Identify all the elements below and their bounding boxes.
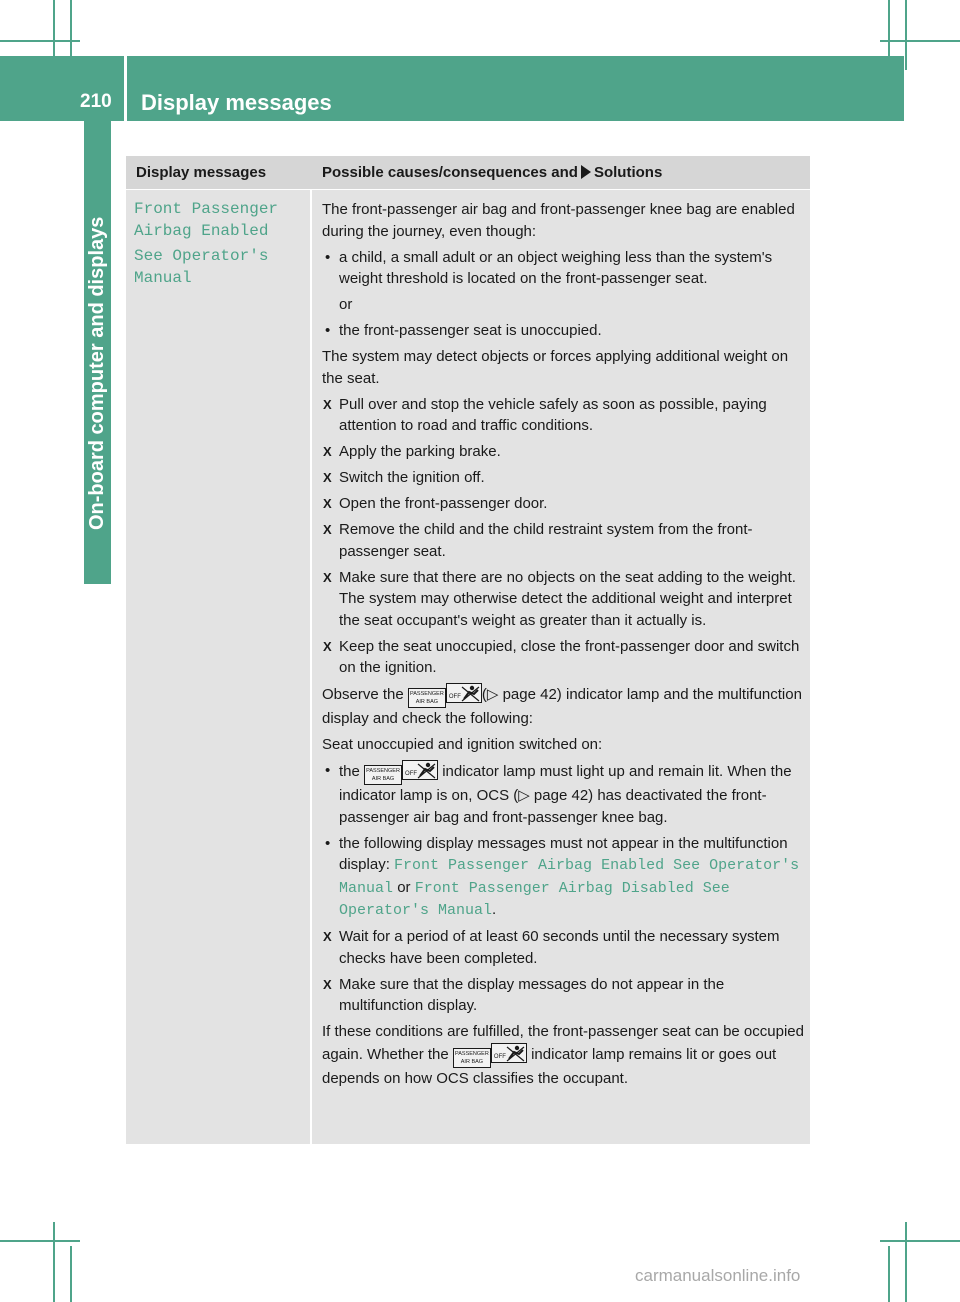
watermark: carmanualsonline.info bbox=[635, 1266, 801, 1285]
airbag-off-icon: OFF bbox=[491, 1043, 527, 1063]
arrow-right-icon bbox=[581, 165, 591, 179]
page-number: 210 bbox=[80, 91, 112, 112]
or-text: or bbox=[339, 296, 353, 313]
table-header bbox=[126, 156, 810, 189]
bullet-icon: • bbox=[325, 834, 331, 852]
passenger-airbag-icon: PASSENGER AIR BAG bbox=[364, 765, 402, 785]
step-item: X Open the front-passenger door. bbox=[322, 493, 806, 515]
crop-mark bbox=[70, 1246, 72, 1302]
crop-mark bbox=[0, 1240, 80, 1242]
bullet-item: • the front-passenger seat is unoccupied. bbox=[322, 320, 806, 342]
crop-mark bbox=[53, 1222, 55, 1302]
column-header-solutions: Possible causes/consequences and Solutions bbox=[322, 164, 663, 181]
paragraph: If these conditions are fulfilled, the front-passenger seat can be occupied again. Whether the PASSENGER AIR BAG OFF indicator lamp remains lit or goes out depends on how OCS classifies the occupant. bbox=[322, 1023, 804, 1087]
crop-mark bbox=[905, 0, 907, 70]
display-message-line: Airbag Enabled bbox=[134, 222, 269, 240]
step-x-icon: X bbox=[323, 496, 332, 511]
bullet-icon: • bbox=[325, 248, 331, 266]
step-x-icon: X bbox=[323, 470, 332, 485]
airbag-off-icon: OFF bbox=[446, 683, 482, 703]
bullet-item: • the following display messages must not appear in the multifunction display: Front Passenger Airbag Enabled See Operator's Manual or Front Passenger Airbag Disabled See Operator's Manual. bbox=[325, 834, 800, 919]
step-item: X Pull over and stop the vehicle safely as soon as possible, paying attention to road and traffic conditions. bbox=[323, 395, 767, 434]
display-message-inline: Front Passenger Airbag Disabled See Operator's Manual bbox=[339, 879, 730, 919]
chapter-title: On-board computer and displays bbox=[86, 216, 108, 530]
step-x-icon: X bbox=[323, 638, 332, 654]
step-item: X Make sure that the display messages do not appear in the multifunction display. bbox=[323, 975, 725, 1014]
step-x-icon: X bbox=[323, 444, 332, 459]
airbag-off-icon: OFF bbox=[402, 760, 438, 780]
page-title: Display messages bbox=[141, 90, 332, 115]
paragraph: Observe the PASSENGER AIR BAG OFF (▷ page 42) indicator lamp and the multifunction display and check the following: bbox=[322, 683, 806, 730]
solution-text bbox=[322, 199, 806, 1094]
step-x-icon: X bbox=[323, 929, 332, 944]
step-x-icon: X bbox=[323, 522, 332, 537]
display-message-line: See Operator's bbox=[134, 247, 269, 265]
display-messages-table bbox=[126, 156, 810, 1144]
page-header bbox=[0, 56, 904, 121]
step-item: X Switch the ignition off. bbox=[322, 467, 806, 489]
step-item: X Apply the parking brake. bbox=[322, 441, 806, 463]
header-divider bbox=[124, 56, 127, 121]
passenger-airbag-icon: PASSENGER AIR BAG bbox=[453, 1048, 491, 1068]
paragraph: Seat unoccupied and ignition switched on: bbox=[322, 736, 603, 753]
bullet-icon: • bbox=[325, 762, 331, 779]
paragraph: The system may detect objects or forces applying additional weight on the seat. bbox=[322, 348, 789, 387]
bullet-item: • the PASSENGER AIR BAG OFF indicator lamp must light up and remain lit. When the indicator lamp is on, OCS (▷ page 42) has deactivated the front-passenger air bag and front-passenger knee bag. bbox=[325, 762, 792, 826]
column-messages bbox=[126, 190, 310, 1144]
crop-mark bbox=[905, 1222, 907, 1302]
crop-mark bbox=[880, 40, 960, 42]
display-message-line: Front Passenger bbox=[134, 200, 279, 218]
step-x-icon: X bbox=[323, 976, 332, 992]
step-item: X Remove the child and the child restraint system from the front-passenger seat. bbox=[323, 521, 753, 560]
display-message-inline: Front Passenger Airbag Enabled See Operator's Manual bbox=[339, 857, 800, 897]
step-item: X Make sure that there are no objects on the seat adding to the weight. The system may otherwise detect the additional weight and interpret the seat occupant's weight as greater than it actually is. bbox=[323, 568, 796, 629]
step-x-icon: X bbox=[323, 396, 332, 412]
step-item: X Wait for a period of at least 60 seconds until the necessary system checks have been completed. bbox=[323, 928, 780, 967]
crop-mark bbox=[888, 1246, 890, 1302]
crop-mark bbox=[880, 1240, 960, 1242]
passenger-airbag-icon: PASSENGER AIR BAG bbox=[408, 688, 446, 708]
bullet-item: • a child, a small adult or an object weighing less than the system's weight threshold is located on the front-passenger seat. bbox=[325, 248, 773, 287]
paragraph: The front-passenger air bag and front-passenger knee bag are enabled during the journey, even though: bbox=[322, 201, 795, 240]
bullet-icon: • bbox=[325, 322, 331, 339]
crop-mark bbox=[0, 40, 80, 42]
display-message-line: Manual bbox=[134, 269, 192, 287]
column-header-messages: Display messages bbox=[136, 164, 267, 181]
step-item: X Keep the seat unoccupied, close the front-passenger door and switch on the ignition. bbox=[323, 637, 800, 676]
step-x-icon: X bbox=[323, 569, 332, 585]
